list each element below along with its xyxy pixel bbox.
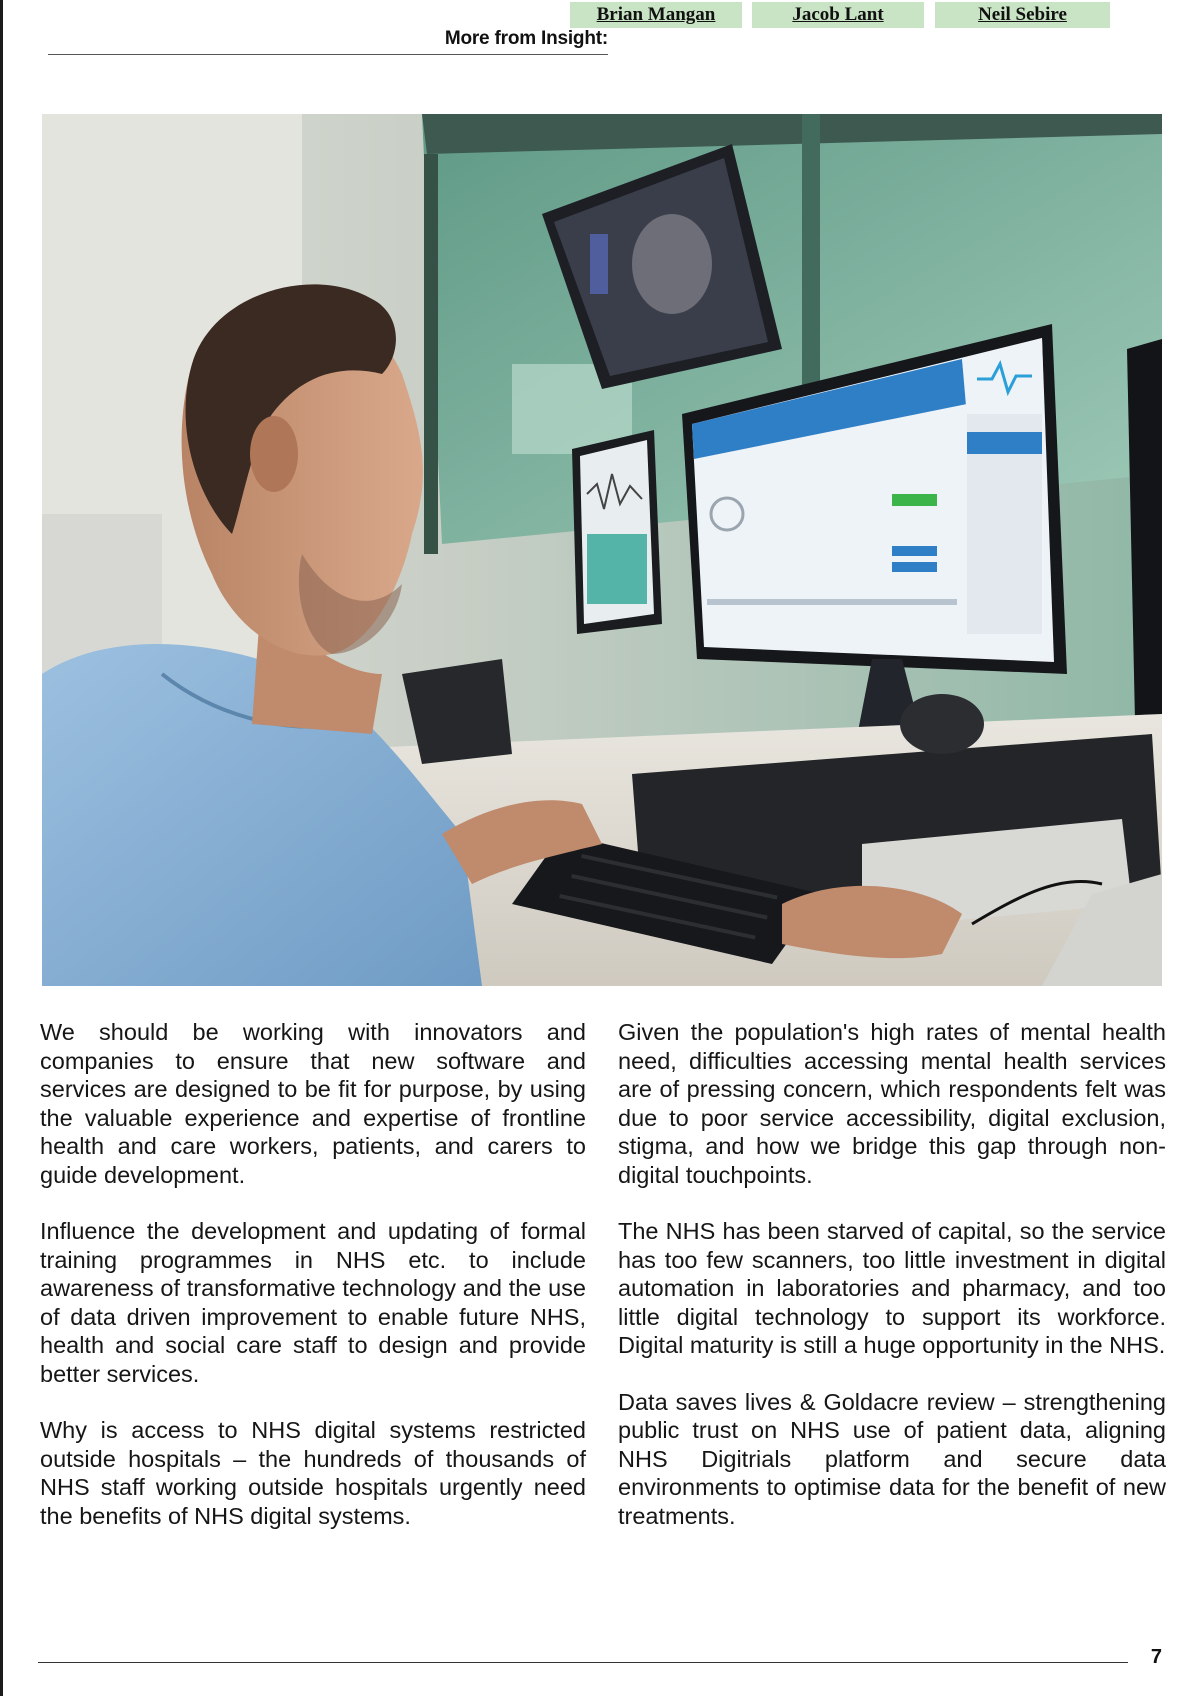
hero-photo-illustration <box>42 114 1162 986</box>
header-rule <box>48 54 608 55</box>
page-number: 7 <box>1150 1646 1162 1668</box>
left-column <box>40 1018 586 1558</box>
paragraph: The NHS has been starved of capital, so the service has too few scanners, too little investment in digital automation in laboratories and pharmacy, and too little digital technology to support its workforce. Digital maturity is still a huge opportunity in the NHS. <box>618 1218 1166 1358</box>
right-column <box>618 1018 1166 1558</box>
more-from-insight-label: More from Insight: <box>444 28 608 49</box>
paragraph: Influence the development and updating of formal training programmes in NHS etc. to include awareness of transformative technology and the use of data driven improvement to enable future NHS, health and social care staff to design and provide better services. <box>40 1218 586 1387</box>
header-bar <box>48 26 1160 56</box>
hero-photo <box>42 114 1162 986</box>
author-link-neil-sebire[interactable]: Neil Sebire <box>935 2 1110 28</box>
paragraph: Data saves lives & Goldacre review – strengthening public trust on NHS use of patient data, aligning NHS Digitrials platform and secure data environments to optimise data for the benefit of new treatments. <box>618 1388 1166 1529</box>
paragraph: Why is access to NHS digital systems restricted outside hospitals – the hundreds of thousands of NHS staff working outside hospitals urgently need the benefits of NHS digital systems. <box>40 1417 586 1529</box>
page-edge <box>0 0 3 1696</box>
footer-rule <box>38 1662 1128 1663</box>
author-link-brian-mangan[interactable]: Brian Mangan <box>570 2 742 28</box>
author-link-jacob-lant[interactable]: Jacob Lant <box>752 2 924 28</box>
paragraph: We should be working with innovators and companies to ensure that new software and services are designed to be fit for purpose, by using the valuable experience and expertise of frontline health and care workers, patients, and carers to guide development. <box>40 1019 586 1188</box>
paragraph: Given the population's high rates of mental health need, difficulties accessing mental health services are of pressing concern, which respondents felt was due to poor service accessibility, digital exclusion, stigma, and how we bridge this gap through non-digital touchpoints. <box>618 1019 1166 1188</box>
